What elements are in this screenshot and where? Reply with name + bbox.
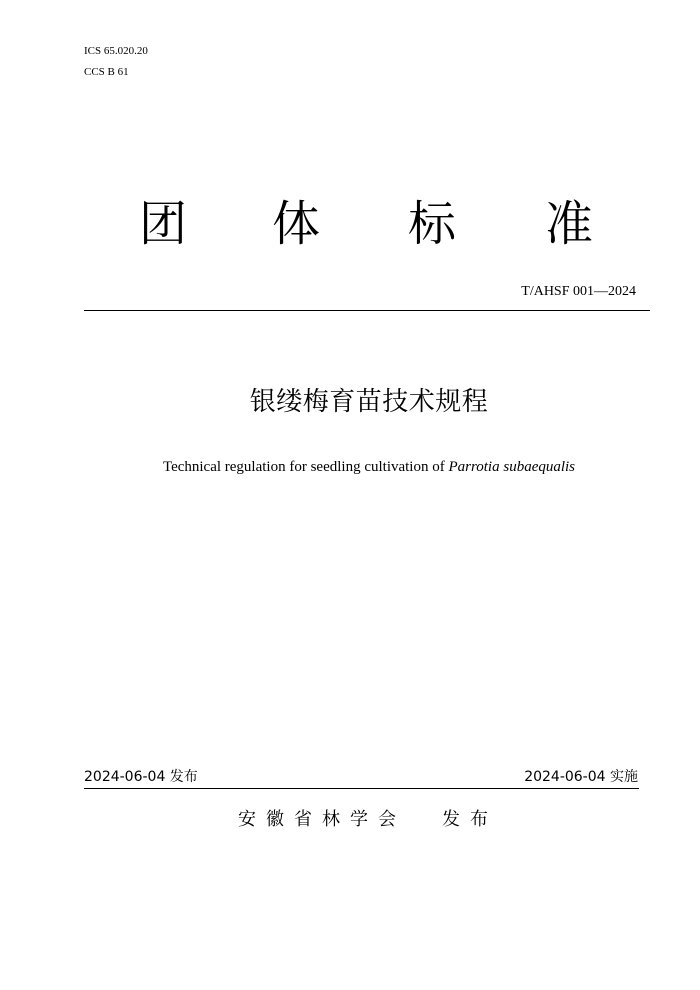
header-char-3: 标 xyxy=(408,196,457,252)
ics-code: ICS 65.020.20 xyxy=(84,45,148,57)
title-english-species: Parrotia subaequalis xyxy=(448,459,576,475)
publish-date: 2024-06-04 发布 xyxy=(84,769,198,785)
issue-label: 发布 xyxy=(442,809,498,830)
title-english-prefix: Technical regulation for seedling cultivation of xyxy=(162,459,449,475)
title-chinese: 银缕梅育苗技术规程 xyxy=(249,387,489,417)
header-char-1: 团 xyxy=(139,196,188,252)
issuing-organization: 安徽省林学会 xyxy=(238,809,406,830)
bottom-divider xyxy=(84,788,639,789)
header-char-2: 体 xyxy=(272,196,321,252)
ccs-code: CCS B 61 xyxy=(84,66,129,78)
implement-date: 2024-06-04 实施 xyxy=(524,769,638,785)
standard-number: T/AHSF 001—2024 xyxy=(521,284,636,299)
header-char-4: 准 xyxy=(545,196,594,252)
top-divider xyxy=(84,310,650,311)
title-english xyxy=(0,458,700,476)
